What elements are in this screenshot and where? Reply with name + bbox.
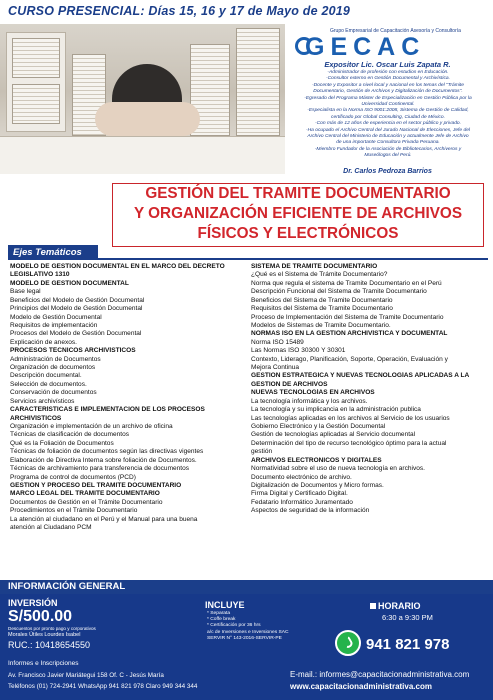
topic-item: Fedatario Informático Juramentado (251, 498, 353, 506)
incluye-item: a/c de Inversiones e Inversiones SAC (207, 629, 289, 635)
incluye-item: * Certificación por 36 hrs (207, 623, 261, 629)
topic-item: Procedimientos en el Trámite Documentario (10, 507, 138, 515)
price: S/500.00 (8, 608, 73, 625)
topic-item: Técnicas de clasificación de documentos (10, 431, 129, 439)
stressed-worker-photo (0, 24, 285, 174)
ejes-tematicos-header: Ejes Temáticos (8, 245, 98, 260)
expositor-bio-line: Museólogos del Perú. (364, 153, 412, 159)
contact-title: Informes e Inscripciones (8, 660, 79, 667)
topic-item: Base legal (10, 288, 41, 296)
topic-item: atención al Ciudadano PCM (10, 524, 92, 532)
topic-item: Descripción Funcional del Sistema de Tramite Documentario (251, 288, 427, 296)
expositor-bio-line: Archivo Central del Ministerio de Educación y actualmente Jefe de Archivo (307, 134, 469, 140)
paper-stack (12, 84, 60, 124)
topics-left-column (10, 263, 248, 533)
topic-heading: GESTIÓN ESTRATÉGICA Y NUEVAS TECNOLOGÍAS APLICADAS A LA (251, 372, 470, 380)
topic-item: Determinación del tipo de recurso tecnológico óptimo para la actual (251, 439, 447, 447)
topic-item: Requisitos de implementación (10, 321, 98, 329)
logo-tagline: Grupo Empresarial de Capacitación Asesoría y Consultoría (330, 28, 461, 34)
expositor-bio-line: -Administrador de profesión con estudios en Educación. (327, 70, 449, 75)
topic-heading: GESTIÓN DE ARCHIVOS (251, 380, 328, 388)
topic-item: Proceso de Implementación del Sistema de Tramite Documentario (251, 313, 444, 321)
topic-item: Requisitos del Sistema de Tramite Documentario (251, 305, 393, 313)
topic-item: Firma Digital y Certificado Digital. (251, 490, 348, 498)
expositor-bio-line: de una importante Consultora Privada Peruana. (336, 140, 440, 146)
email-link[interactable]: E-mail.: informes@capacitacionadministrativa.com (290, 670, 470, 679)
topic-heading: MARCO LEGAL DEL TRÁMITE DOCUMENTARIO (10, 490, 160, 498)
topic-heading: ARCHIVÍSTICOS (10, 414, 62, 422)
topic-item: Digitalización de Documentos y Micro formas. (251, 481, 384, 489)
topic-item: Elaboración de Directiva Interna sobre foliación de Documentos. (10, 456, 197, 464)
incluye-item: SERVIR N° 143-2016-SERVIR-PE (207, 635, 282, 641)
deposit-note: Descuentos por pronto pago y corporativos (8, 626, 96, 631)
topic-heading: NUEVAS TECNOLOGÍAS EN ARCHIVOS (251, 389, 375, 397)
expositor-title: Expositor Lic. Oscar Luis Zapata R. (324, 60, 451, 69)
topic-item: La atención al ciudadano en el Perú y el Manual para una buena (10, 515, 198, 523)
topic-item: Servicios archivísticos (10, 397, 75, 405)
topic-item: Conservación de documentos (10, 389, 97, 397)
contact-phones: Teléfonos (01) 724-2941 WhatsApp 941 821 978 Claro 949 344 344 (8, 683, 198, 690)
topic-item: Procesos del Modelo de Gestión Documental (10, 330, 142, 338)
topic-item: Documentos de Gestión en el Trámite Documentario (10, 498, 163, 506)
course-date-line: CURSO PRESENCIAL: Días 15, 16 y 17 de Mayo de 2019 (8, 4, 351, 18)
incluye-title: INCLUYE (205, 600, 245, 610)
info-general-title: INFORMACIÓN GENERAL (8, 581, 126, 592)
incluye-item: * Separata (207, 611, 231, 616)
incluye-list (207, 611, 289, 642)
topic-item: Organización e implementación de un archivo de oficina (10, 423, 173, 431)
topic-item: Las tecnologías aplicadas en los archivos al Servicio de los usuarios (251, 414, 450, 422)
expositor-bio-line: -Docente y Expositor a nivel local y nacional en los temas del "Trámite (312, 82, 464, 88)
topic-item: Gobierno Electrónico y la Gestión Documental (251, 423, 386, 431)
expositor-bio-line: certificado por Global Consulting, Ciudad de México. (331, 114, 445, 120)
topic-item: Qué es la Foliación de Documentos (10, 439, 114, 447)
topic-item: Beneficios del Modelo de Gestión Documental (10, 296, 145, 304)
topics-right-column (251, 263, 489, 516)
topic-heading: ARCHIVOS ELECTRÓNICOS Y DIGITALES (251, 456, 382, 464)
header-rule (98, 258, 488, 260)
topic-heading: SISTEMA DE TRÁMITE DOCUMENTARIO (251, 263, 378, 270)
main-title-box (112, 183, 484, 247)
topic-item: Normatividad sobre el uso de nueva tecnología en archivos. (251, 465, 425, 473)
topic-item: Descripción documental. (10, 372, 82, 380)
contact-address: Av. Francisco Javier Mariátegui 158 Of. C - Jesús María (8, 672, 164, 679)
website-link[interactable]: www.capacitacionadministrativa.com (290, 682, 432, 691)
topic-item: Principios del Modelo de Gestión Documental (10, 305, 143, 313)
inversion-label: INVERSIÓN (8, 598, 58, 608)
ruc-number: RUC.: 10418654550 (8, 640, 91, 650)
paper-stack (12, 38, 60, 78)
expositor-bio-line: Universidad Continental. (361, 102, 415, 108)
expositor-bio-line: -Con más de 12 años de experiencia en el sector público y privado. (315, 121, 461, 127)
topic-item: Administración de Documentos (10, 355, 101, 363)
main-title-line: FÍSICOS Y ELECTRÓNICOS (197, 225, 399, 242)
topic-item: Programa de control de documentos (PCD) (10, 473, 136, 481)
topic-item: Mejora Continua (251, 364, 300, 372)
topic-heading: MODELO DE GESTIÓN DOCUMENTAL EN EL MARCO DEL DECRETO (10, 263, 225, 270)
expositor-bio-line: -Egresado del Programa Máster de Especialización en Gestión Pública por la (304, 95, 472, 101)
topic-item: Organización de documentos (10, 364, 96, 372)
topic-item: Documento electrónico de archivo. (251, 473, 352, 481)
account-name: Morales Útiles Lourdes Isabel (8, 632, 81, 638)
topic-item: Norma ISO 15489 (251, 338, 304, 346)
person-arms (95, 102, 200, 136)
topic-item: Modelos de Sistemas de Tramite Documentario. (251, 321, 391, 329)
expositor-bio-line: -Consultor externo en Gestión Documental y Archivística. (325, 76, 451, 82)
horario-time: 6:30 a 9:30 PM (382, 613, 433, 622)
topic-item: Gestión de tecnologías aplicadas al Servicio documental (251, 431, 416, 439)
topic-heading: NORMAS ISO EN LA GESTIÓN ARCHIVÍSTICA Y DOCUMENTAL (251, 330, 448, 338)
topic-heading: GESTIÓN Y PROCESO DEL TRÁMITE DOCUMENTARIO (10, 481, 182, 489)
topic-item: Técnicas de foliación de documentos según las directivas vigentes (10, 448, 204, 456)
expositor-bio-line: Documentario, Gestión de Archivos y Digitalización de Documentos". (313, 89, 463, 95)
topic-heading: LEGISLATIVO 1310 (10, 271, 70, 279)
topic-heading: CARACTERÍSTICAS E IMPLEMENTACIÓN DE LOS PROCESOS (10, 406, 205, 414)
topic-item: ¿Qué es el Sistema de Trámite Documentario? (251, 271, 388, 279)
topic-heading: MODELO DE GESTIÓN DOCUMENTAL (10, 279, 129, 287)
desk (0, 136, 285, 174)
bullet-square-icon (370, 603, 376, 609)
whatsapp-number[interactable]: 941 821 978 (366, 636, 450, 653)
topic-item: Norma que regula el sistema de Tramite Documentario en el Perú (251, 279, 442, 287)
topic-item: Selección de documentos. (10, 380, 87, 388)
topic-item: gestión (251, 448, 273, 456)
topic-item: Aspectos de seguridad de la información (251, 507, 370, 515)
topic-item: La tecnología informática y los archivos. (251, 397, 368, 405)
horario-title: HORARIO (378, 601, 421, 611)
topic-item: Las Normas ISO 30300 Y 30301 (251, 347, 346, 355)
expositor-bio-line: -Miembro Fundador de la Asociación de Bibliotecarios, Archiveros y (314, 146, 462, 152)
topic-item: Beneficios del Sistema de Tramite Documentario (251, 296, 393, 304)
topic-item: Técnicas de archivamiento para transferencia de documentos (10, 465, 190, 473)
expositor-signature: Dr. Carlos Pedroza Barrios (343, 168, 432, 175)
expositor-bio-line: -Especialista en la Norma ISO 9001:2008, Sistema de Gestión de Calidad, (307, 108, 469, 114)
topic-item: La tecnología y su implicancia en la administración publica (251, 406, 421, 414)
topic-item: Contexto, Liderago, Planificación, Soporte, Operación, Evaluación y (251, 355, 448, 363)
main-title-line: GESTIÓN DEL TRAMITE DOCUMENTARIO (145, 185, 451, 202)
paper-stack (236, 28, 280, 136)
main-title-line: Y ORGANIZACIÓN EFICIENTE DE ARCHIVOS (133, 205, 463, 222)
topic-heading: PROCESOS TÉCNICOS ARCHIVÍSTICOS (10, 347, 136, 355)
incluye-item: * Coffe break (207, 617, 236, 623)
gecac-logo: GECAC (305, 33, 426, 61)
expositor-bio (288, 70, 488, 160)
topic-item: Explicación de anexos. (10, 338, 77, 346)
expositor-bio-line: -Ha ocupado el Archivo Central del Jurado Nacional de Elecciones, Jefe del (305, 127, 471, 133)
topic-item: Modelo de Gestión Documental (10, 313, 102, 321)
